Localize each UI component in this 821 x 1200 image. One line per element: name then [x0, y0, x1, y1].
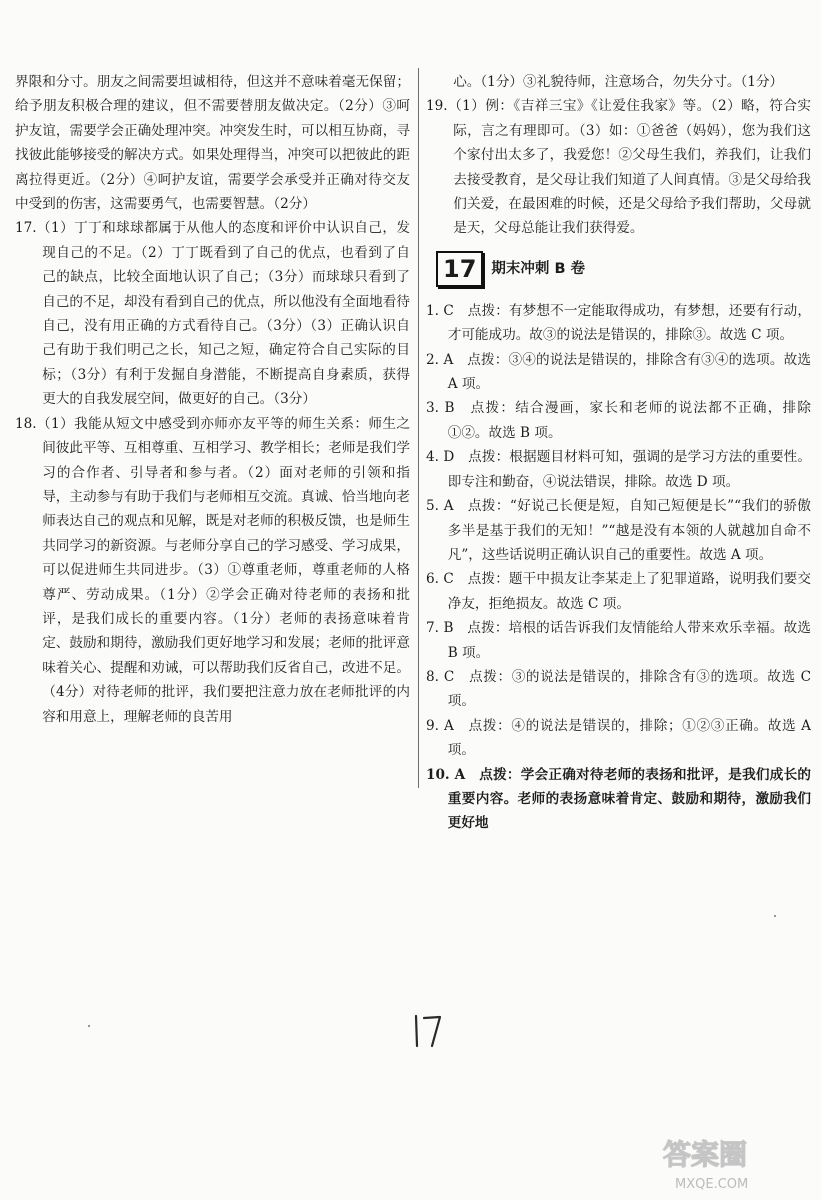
answer-item: 7. B 点拨：培根的话告诉我们友情能给人带来欢乐幸福。故选 B 项。 [426, 620, 811, 661]
answer-18: 18.（1）我能从短文中感受到亦师亦友平等的师生关系：师生之间彼此平等、互相尊重、互相学习、教学相长；老师是我们学习的合作者、引导者和参与者。（2）面对老师的引领和指导，主动参与有助于我们与老师相互交流。真诚、恰当地向老师表达自己的观点和见解，既是对老师的积极反馈，也是师生共同学习的新资源。与老师分享自己的学习感受、学习成果，可以促进师生共同进步。（3）①尊重老师，尊重老师的人格尊严、劳动成果。（1分）②学会正确对待老师的表扬和批评，是我们成长的重要内容。（1分）老师的表扬意味着肯定、鼓励和期待，激励我们更好地学习和发展；老师的批评意味着关心、提醒和劝诫，可以帮助我们反省自己，改进不足。（4分）对待老师的批评，我们要把注意力放在老师批评的内容和用意上，理解老师的良苦用 [15, 415, 410, 725]
answer-16-continuation: 界限和分寸。朋友之间需要坦诚相待，但这并不意味着毫无保留；给予朋友积极合理的建议，但不需要替朋友做决定。（2分）③呵护友谊，需要学会正确处理冲突。冲突发生时，可以相互协商，寻找彼此能够接受的解决方式。如果处理得当，冲突可以把彼此的距离拉得更近。（2分）④呵护友谊，需要学会承受并正确对待交友中受到的伤害，这需要勇气，也需要智慧。（2分） [15, 74, 410, 213]
handwritten-page-number [410, 1008, 450, 1050]
answer-item: 3. B 点拨：结合漫画，家长和老师的说法都不正确，排除①②。故选 B 项。 [426, 400, 811, 441]
section-number-badge: 17 [436, 251, 483, 287]
answer-item: 4. D 点拨：根据题目材料可知，强调的是学习方法的重要性。即专注和勤奋，④说法错误，排除。故选 D 项。 [426, 449, 811, 490]
watermark-logo [653, 1130, 813, 1194]
answer-17: 17.（1）丁丁和球球都属于从他人的态度和评价中认识自己，发现自己的不足。（2）丁丁既看到了自己的优点，也看到了自己的缺点，比较全面地认识了自己；（3分）而球球只看到了自己的不足，却没有看到自己的优点，所以他没有全面地看待自己，没有用正确的方式看待自己。（3分）（3）正确认识自己有助于我们明己之长，知己之短，确定符合自己实际的目标；（3分）有利于发掘自身潜能，不断提高自身素质，获得更大的自我发展空间，做更好的自己。（3分） [15, 220, 410, 408]
section-title: 期末冲刺 B 卷 [491, 260, 586, 277]
watermark-url-text: MXQE.COM [675, 1177, 749, 1192]
answer-item: 9. A 点拨：④的说法是错误的，排除；①②③正确。故选 A 项。 [426, 717, 811, 759]
column-divider [418, 68, 419, 788]
answer-item: 8. C 点拨：③的说法是错误的，排除含有③的选项。故选 C 项。 [426, 668, 811, 710]
section-header [436, 251, 811, 287]
speck [774, 915, 776, 917]
answer-18-continuation: 心。（1分）③礼貌待师，注意场合，勿失分寸。（1分） [453, 74, 784, 90]
speck [88, 1025, 90, 1027]
left-column [15, 70, 410, 729]
right-column [426, 70, 811, 836]
answer-item: 5. A 点拨：“好说己长便是短，自知己短便是长”“我们的骄傲多半是基于我们的无知！”“越是没有本领的人就越加自命不凡”，这些话说明正确认识自己的重要性。故选 A 项。 [426, 498, 811, 563]
answer-item: 2. A 点拨：③④的说法是错误的，排除含有③④的选项。故选 A 项。 [426, 351, 811, 393]
watermark-main-text: 答案圈 [663, 1138, 748, 1171]
answer-19: 19.（1）例：《吉祥三宝》《让爱住我家》等。（2）略，符合实际，言之有理即可。（3）如：①爸爸（妈妈），您为我们这个家付出太多了，我爱您！②父母生我们，养我们，让我们去接受教育，是父母让我们知道了人间真情。③是父母给我们关爱，在最困难的时候，还是父母给予我们帮助，父母就是天，父母总能让我们获得爱。 [426, 98, 811, 237]
answer-item: 1. C 点拨：有梦想不一定能取得成功，有梦想，还要有行动，才可能成功。故③的说法是错误的，排除③。故选 C 项。 [426, 302, 811, 344]
answer-item: 6. C 点拨：题干中损友让李某走上了犯罪道路，说明我们要交净友，拒绝损友。故选 C 项。 [426, 571, 811, 612]
answer-item: 10. A 点拨：学会正确对待老师的表扬和批评，是我们成长的重要内容。老师的表扬意味着肯定、鼓励和期待，激励我们更好地 [426, 766, 811, 832]
